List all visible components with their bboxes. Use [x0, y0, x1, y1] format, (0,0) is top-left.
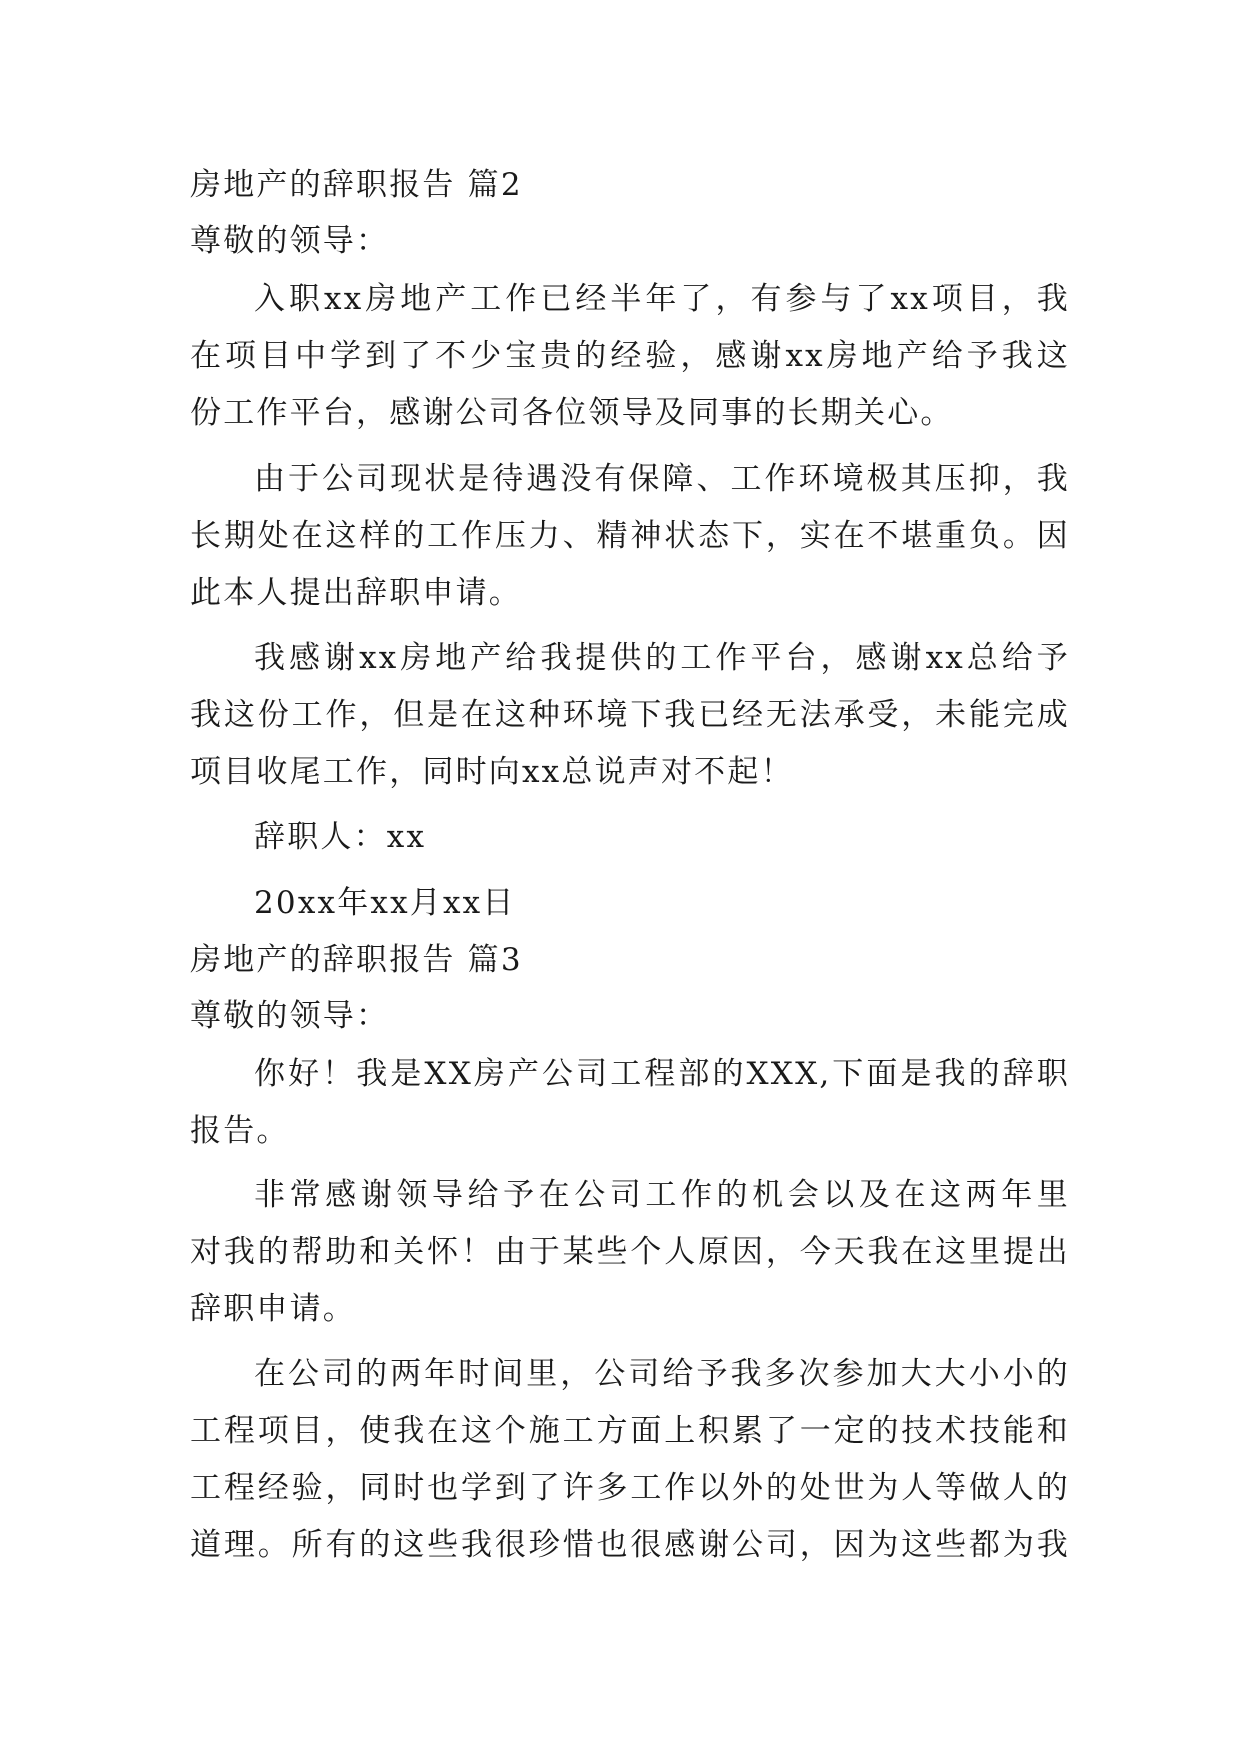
section-title: 房地产的辞职报告 篇3	[190, 942, 523, 978]
paragraph-line: 报告。	[190, 1113, 290, 1149]
paragraph-line: 项目收尾工作，同时向xx总说声对不起！	[190, 754, 794, 790]
paragraph-line: 入职xx房地产工作已经半年了，有参与了xx项目，我	[254, 281, 1070, 317]
paragraph-line: 我感谢xx房地产给我提供的工作平台，感谢xx总给予	[254, 640, 1070, 676]
paragraph-line: 非常感谢领导给予在公司工作的机会以及在这两年里	[254, 1177, 1070, 1213]
signature: 辞职人：xx	[254, 819, 427, 855]
date: 20xx年xx月xx日	[254, 885, 516, 921]
salutation: 尊敬的领导：	[190, 998, 390, 1034]
paragraph-line: 道理。所有的这些我很珍惜也很感谢公司，因为这些都为我	[190, 1527, 1070, 1563]
paragraph-line: 对我的帮助和关怀！由于某些个人原因，今天我在这里提出	[190, 1234, 1070, 1270]
paragraph-line: 在项目中学到了不少宝贵的经验，感谢xx房地产给予我这	[190, 338, 1070, 374]
paragraph-line: 份工作平台，感谢公司各位领导及同事的长期关心。	[190, 395, 954, 431]
paragraph-line: 我这份工作，但是在这种环境下我已经无法承受，未能完成	[190, 697, 1070, 733]
paragraph-line: 工程项目，使我在这个施工方面上积累了一定的技术技能和	[190, 1413, 1070, 1449]
paragraph-line: 长期处在这样的工作压力、精神状态下，实在不堪重负。因	[190, 518, 1070, 554]
paragraph-line: 在公司的两年时间里，公司给予我多次参加大大小小的	[254, 1356, 1070, 1392]
section-title: 房地产的辞职报告 篇2	[190, 167, 523, 203]
paragraph-line: 你好！我是XX房产公司工程部的XXX,下面是我的辞职	[254, 1056, 1070, 1092]
paragraph-line: 此本人提出辞职申请。	[190, 575, 522, 611]
paragraph-line: 辞职申请。	[190, 1291, 356, 1327]
paragraph-line: 由于公司现状是待遇没有保障、工作环境极其压抑，我	[254, 461, 1070, 497]
paragraph-line: 工程经验，同时也学到了许多工作以外的处世为人等做人的	[190, 1470, 1070, 1506]
salutation: 尊敬的领导：	[190, 223, 390, 259]
